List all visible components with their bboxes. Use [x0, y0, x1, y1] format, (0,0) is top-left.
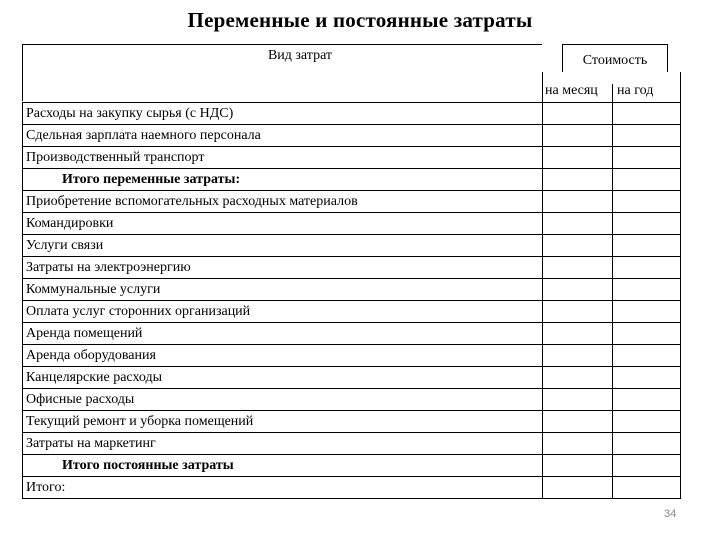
cost-row-label: Итого: [26, 480, 66, 495]
row-divider [22, 212, 681, 213]
table-border-right [680, 102, 681, 499]
row-divider [22, 146, 681, 147]
header-divider-left [542, 72, 543, 102]
cost-row-label: Расходы на закупку сырья (с НДС) [26, 106, 234, 121]
column-divider-year [612, 102, 613, 499]
row-divider [22, 190, 681, 191]
cost-row-label: Командировки [26, 216, 114, 231]
row-divider [22, 102, 681, 103]
subtotal-row-label: Итого постоянные затраты [62, 458, 234, 473]
header-divider-right [680, 72, 681, 102]
row-divider [22, 432, 681, 433]
row-divider [22, 388, 681, 389]
cost-row-label: Затраты на электроэнергию [26, 260, 191, 275]
row-divider [22, 454, 681, 455]
cost-row-label: Услуги связи [26, 238, 104, 253]
cost-row-label: Сдельная зарплата наемного персонала [26, 128, 261, 143]
column-divider-month [542, 102, 543, 499]
cost-row-label: Затраты на маркетинг [26, 436, 156, 451]
row-divider [22, 278, 681, 279]
cost-row-label: Текущий ремонт и уборка помещений [26, 414, 254, 429]
row-divider [22, 168, 681, 169]
header-month-label: на месяц [545, 83, 598, 98]
row-divider [22, 410, 681, 411]
cost-row-label: Производственный транспорт [26, 150, 205, 165]
header-cost-label: Стоимость [562, 44, 668, 72]
cost-row-label: Аренда оборудования [26, 348, 156, 363]
row-divider [22, 234, 681, 235]
row-divider [22, 344, 681, 345]
header-type-label: Вид затрат [267, 48, 333, 63]
row-divider [22, 124, 681, 125]
table-border-left [22, 102, 23, 499]
header-year-label: на год [617, 83, 654, 98]
row-divider [22, 322, 681, 323]
cost-row-label: Офисные расходы [26, 392, 135, 407]
page-title: Переменные и постоянные затраты [187, 8, 533, 32]
cost-row-label: Оплата услуг сторонних организаций [26, 304, 251, 319]
row-divider [22, 256, 681, 257]
cost-row-label: Приобретение вспомогательных расходных материалов [26, 194, 358, 209]
row-divider [22, 300, 681, 301]
cost-row-label: Коммунальные услуги [26, 282, 161, 297]
row-divider [22, 366, 681, 367]
cost-row-label: Канцелярские расходы [26, 370, 163, 385]
subtotal-row-label: Итого переменные затраты: [62, 172, 241, 187]
row-divider [22, 476, 681, 477]
page-number: 34 [664, 508, 677, 520]
row-divider [22, 498, 681, 499]
header-divider-mid [612, 84, 613, 102]
cost-row-label: Аренда помещений [26, 326, 143, 341]
